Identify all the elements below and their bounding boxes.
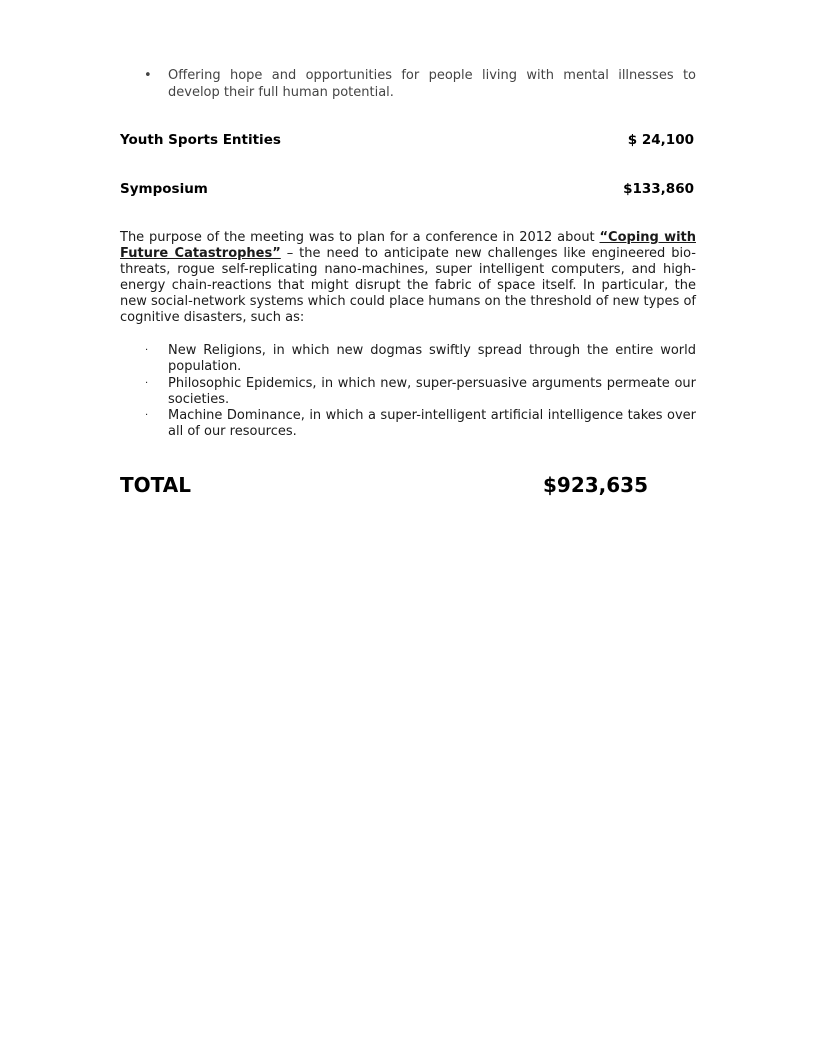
disaster-list <box>120 343 696 441</box>
list-item <box>120 408 696 441</box>
total-label: TOTAL <box>120 473 191 497</box>
list-marker: · <box>145 410 149 422</box>
list-item-text: Machine Dominance, in which a super-intelligent artificial intelligence takes over all of our resources. <box>168 408 696 440</box>
paragraph-lead: The purpose of the meeting was to plan for a conference in 2012 about <box>120 230 600 245</box>
line-item-label: Symposium <box>120 181 208 197</box>
line-item-label: Youth Sports Entities <box>120 132 281 148</box>
conference-title: “Coping with Future Catastrophes” <box>120 230 696 262</box>
bullet-text: Offering hope and opportunities for people living with mental illnesses to develop their full human potential. <box>168 68 696 100</box>
line-item-amount: $133,860 <box>623 181 694 197</box>
total-amount: $923,635 <box>542 473 648 497</box>
list-marker: · <box>145 377 149 389</box>
list-marker: · <box>145 345 149 356</box>
bullet-item <box>120 68 696 101</box>
bullet-marker: • <box>144 68 152 83</box>
list-item <box>120 376 696 409</box>
paragraph-rest: – the need to anticipate new challenges like engineered bio-threats, rogue self-replicating nano-machines, super intelligent computers, and high-energy chain-reactions that might disrupt the fabric of space itself. In particular, the new social-network systems which could place humans on the threshold of new types of cognitive disasters, such as: <box>120 246 696 326</box>
list-item-text: Philosophic Epidemics, in which new, super-persuasive arguments permeate our societies. <box>168 375 696 407</box>
list-item <box>120 343 696 376</box>
list-item-text: New Religions, in which new dogmas swiftly spread through the entire world population. <box>168 343 696 375</box>
line-item-amount: $ 24,100 <box>627 132 694 148</box>
symposium-description <box>120 230 696 327</box>
